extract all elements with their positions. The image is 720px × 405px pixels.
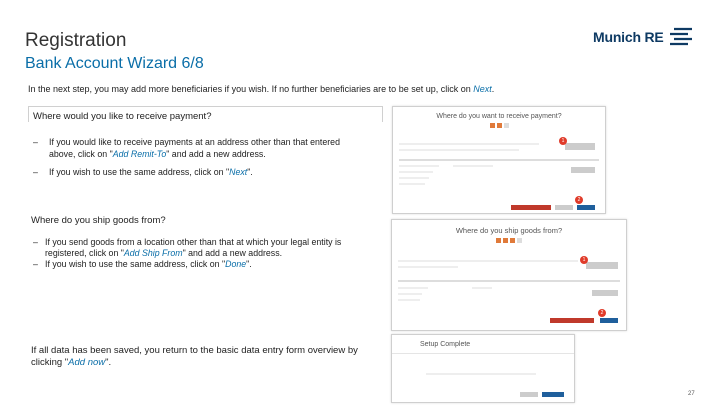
munich-re-logo [593, 26, 692, 48]
list-item: – If you would like to receive payments at an address other than that entered above, click on "Add Remit-To" and add a new address. [33, 137, 340, 159]
callout-badge: 2 [575, 196, 583, 204]
logo-text: Munich RE [593, 29, 664, 45]
page-title: Registration [25, 30, 127, 51]
next-button-preview [577, 205, 595, 210]
screenshot-title: Where do you ship goods from? [455, 226, 563, 235]
intro-text: In the next step, you may add more beneficiaries if you wish. If no further beneficiaries are to be set up, click on Next. [28, 84, 495, 94]
setup-complete-screenshot [391, 334, 575, 403]
cancel-button-preview [520, 392, 538, 397]
shipping-screenshot [391, 219, 627, 331]
add-ship-from-button-preview [586, 262, 618, 269]
callout-badge: 1 [580, 256, 588, 264]
list-item: – If you wish to use the same address, click on "Done". [33, 259, 252, 269]
shipping-options-list [33, 237, 363, 270]
add-now-button-preview [542, 392, 564, 397]
callout-badge: 2 [598, 309, 606, 317]
page-subtitle: Bank Account Wizard 6/8 [25, 55, 204, 72]
screenshot-title: Setup Complete [420, 341, 471, 348]
shipping-question: Where do you ship goods from? [31, 215, 166, 226]
logo-mark-icon [670, 26, 692, 48]
closing-text: If all data has been saved, you return to the basic data entry form overview by clicking "Add now". [31, 345, 358, 368]
continue-button-preview [511, 205, 551, 210]
done-button-preview [600, 318, 618, 323]
callout-badge: 1 [559, 137, 567, 145]
payment-screenshot [392, 106, 606, 214]
intro-next-link: Next [473, 84, 492, 94]
payment-question: Where would you like to receive payment? [28, 106, 383, 122]
add-remit-to-button-preview [565, 143, 595, 150]
continue-button-preview [550, 318, 594, 323]
screenshot-title: Where do you want to receive payment? [436, 113, 562, 120]
list-item: – If you send goods from a location other than that at which your legal entity is registered, click on "Add Ship From" and add a new address. [33, 237, 342, 258]
page-number: 27 [688, 391, 695, 397]
step-indicator [392, 238, 626, 243]
step-indicator [393, 123, 605, 128]
payment-options-list [33, 136, 363, 184]
list-item: – If you wish to use the same address, click on "Next". [33, 167, 253, 177]
